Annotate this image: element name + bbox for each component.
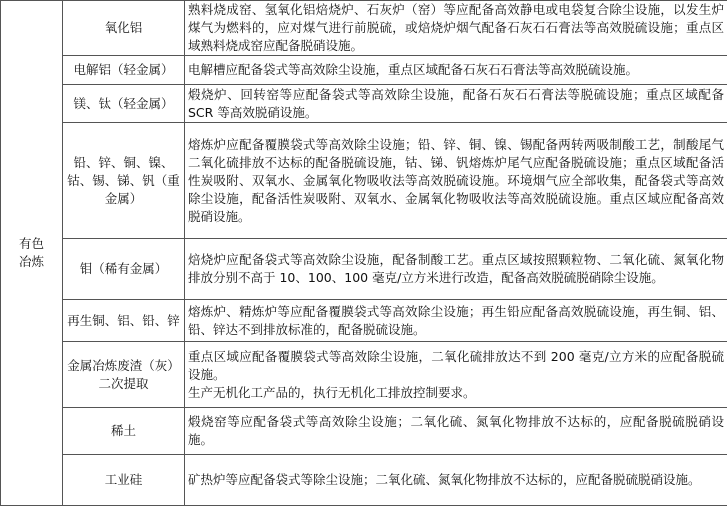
- metal-cell: 电解铝（轻金属）: [63, 56, 185, 85]
- measure-text: 煅烧炉、回转窑等应配备袋式等高效除尘设施，配备石灰石石膏法等脱硫设施；重点区域配备 SCR 等高效脱硝设施。: [188, 86, 724, 122]
- measure-text: 熔炼炉、精炼炉等应配备覆膜袋式等高效除尘设施；再生铅应配备高效脱硫设施，再生铜、铝、铅、锌达不到排放标准的，配备脱硫设施。: [188, 303, 724, 339]
- table-row: [1, 300, 727, 342]
- measure-text: 生产无机化工产品的，执行无机化工排放控制要求。: [188, 384, 724, 402]
- measure-cell: [185, 408, 727, 455]
- measure-cell: [185, 1, 727, 56]
- measure-text: 重点区域应配备覆膜袋式等高效除尘设施，二氧化硫排放达不到 200 毫克/立方米的应配备脱硫设施。: [188, 348, 724, 384]
- measure-cell: [185, 56, 727, 85]
- measure-text: 焙烧炉应配备袋式等高效除尘设施，配备制酸工艺。重点区域按照颗粒物、二氧化硫、氮氧化物排放分别不高于 10、100、100 毫克/立方米进行改造，配备高效脱硫脱硝除尘设施。: [188, 251, 724, 287]
- measure-text: 矿热炉等应配备袋式等除尘设施；二氧化硫、氮氧化物排放不达标的，应配备脱硫脱硝设施。: [188, 471, 724, 489]
- measure-cell: [185, 342, 727, 408]
- metal-cell: 金属冶炼废渣（灰）二次提取: [63, 342, 185, 408]
- sector-cell: 有色 冶炼: [1, 1, 63, 506]
- table-row: [1, 239, 727, 300]
- measure-cell: [185, 85, 727, 123]
- metal-cell: 稀土: [63, 408, 185, 455]
- measure-text: 电解槽应配备袋式等高效除尘设施，重点区域配备石灰石石膏法等高效脱硫设施。: [188, 61, 724, 79]
- table-row: [1, 1, 727, 56]
- measure-cell: [185, 455, 727, 506]
- measure-text: 煅烧窑等应配备袋式等高效除尘设施；二氧化硫、氮氧化物排放不达标的，应配备脱硫脱硝设施。: [188, 413, 724, 449]
- measure-cell: [185, 123, 727, 239]
- metal-cell: 钼（稀有金属）: [63, 239, 185, 300]
- measure-text: 熔炼炉应配备覆膜袋式等高效除尘设施；铅、锌、铜、镍、锡配备两转两吸制酸工艺，制酸尾气二氧化硫排放不达标的配备脱硫设施，钴、锑、钒熔炼炉尾气应配备脱硫设施；重点区域配备活性炭吸附、双氧水、金属氧化物吸收法等高效脱硫设施。环境烟气应全部收集，配备袋式等高效除尘设施，配备活性炭吸附、双氧水、金属氧化物吸收法等高效脱硫设施。重点区域应配备高效脱硝设施。: [188, 136, 724, 226]
- table-body: [1, 1, 727, 506]
- table-row: [1, 56, 727, 85]
- table-row: [1, 408, 727, 455]
- measure-cell: [185, 239, 727, 300]
- metal-cell: 铅、锌、铜、镍、钴、锡、锑、钒（重金属）: [63, 123, 185, 239]
- table-row: [1, 342, 727, 408]
- metal-cell: 工业硅: [63, 455, 185, 506]
- metal-cell: 再生铜、铝、铅、锌: [63, 300, 185, 342]
- measure-text: 熟料烧成窑、氢氧化铝焙烧炉、石灰炉（窑）等应配备高效静电或电袋复合除尘设施，以发生炉煤气为燃料的，应对煤气进行前脱硫，或焙烧炉烟气配备石灰石石膏法等高效脱硫设施；重点区域熟料烧成窑应配备脱硝设施。: [188, 1, 724, 55]
- metal-cell: 镁、钛（轻金属）: [63, 85, 185, 123]
- metal-cell: 氧化铝: [63, 1, 185, 56]
- table-row: [1, 123, 727, 239]
- table-row: [1, 85, 727, 123]
- measure-cell: [185, 300, 727, 342]
- table-row: [1, 455, 727, 506]
